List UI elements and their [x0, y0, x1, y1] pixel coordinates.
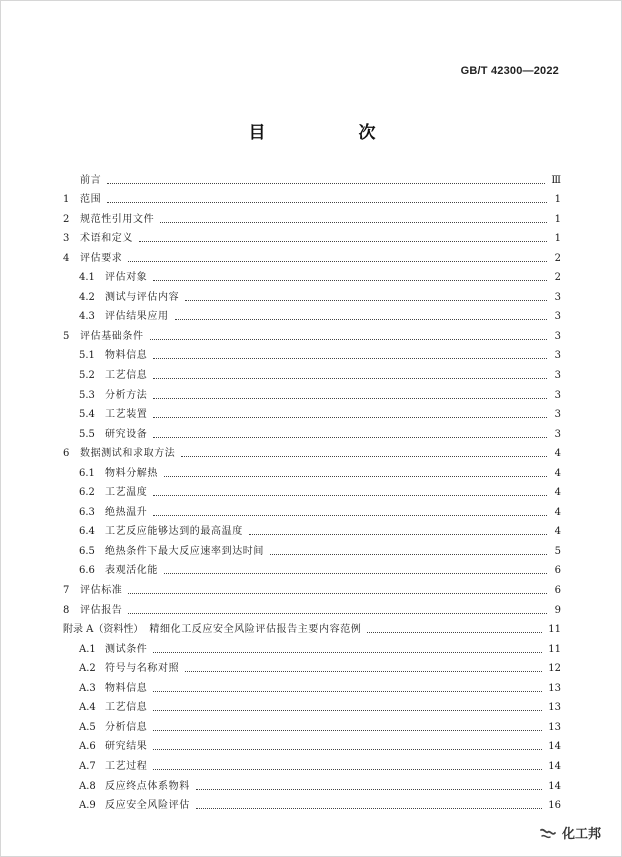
toc-entry-page: 14: [548, 780, 561, 792]
toc-entry-label: 规范性引用文件: [80, 213, 155, 225]
toc-entry-label: 前言: [80, 174, 102, 186]
toc-entry[interactable]: [63, 362, 561, 382]
toc-entry-number: 附录 A（资料性）: [63, 624, 144, 636]
toc-entry-number: 6.6: [79, 565, 95, 577]
toc-entry[interactable]: [63, 695, 561, 715]
toc-entry-number: 6.5: [79, 545, 95, 557]
toc-entry-number: A.7: [79, 760, 96, 772]
toc-entry-page: 3: [554, 409, 561, 421]
toc-entry-page: 3: [554, 311, 561, 323]
dot-leader: [139, 240, 547, 242]
toc-entry-label: 工艺装置: [105, 409, 148, 421]
toc-entry-label: 物料分解热: [105, 467, 158, 479]
toc-entry[interactable]: [63, 382, 561, 402]
toc-entry-page: 16: [548, 800, 561, 812]
toc-entry-label: 评估结果应用: [105, 311, 169, 323]
toc-entry-page: 3: [554, 370, 561, 382]
toc-entry-label: 测试条件: [105, 643, 148, 655]
toc-entry[interactable]: [63, 343, 561, 363]
toc-entry-label: 工艺温度: [105, 487, 148, 499]
toc-entry[interactable]: [63, 773, 561, 793]
dot-leader: [367, 631, 542, 633]
toc-entry-number: 6.1: [79, 467, 95, 479]
dot-leader: [153, 377, 547, 379]
toc-entry-page: 3: [554, 350, 561, 362]
dot-leader: [128, 260, 547, 262]
toc-entry-page: 11: [548, 643, 561, 655]
toc-entry-number: 5.4: [79, 409, 95, 421]
toc-entry-page: 2: [554, 272, 561, 284]
toc-entry-page: 13: [548, 721, 561, 733]
wechat-channel-icon: [538, 824, 558, 842]
dot-leader: [196, 807, 542, 809]
toc-entry-number: 8: [63, 604, 70, 616]
toc-entry[interactable]: [63, 538, 561, 558]
toc-entry-number: 4.2: [79, 291, 95, 303]
toc-entry-number: 2: [63, 213, 70, 225]
toc-entry-page: 14: [548, 741, 561, 753]
toc-entry-label: 反应终点体系物料: [105, 780, 190, 792]
toc-entry-number: A.4: [79, 702, 96, 714]
dot-leader: [107, 201, 547, 203]
dot-leader: [185, 299, 547, 301]
toc-entry-label: 物料信息: [105, 350, 148, 362]
toc-title: 目 次: [248, 123, 414, 143]
dot-leader: [153, 729, 542, 731]
toc-entry[interactable]: [63, 187, 561, 207]
toc-entry[interactable]: [63, 441, 561, 461]
toc-entry-number: A.9: [79, 800, 96, 812]
toc-entry-label: 范围: [80, 194, 102, 206]
toc-entry-label: 反应安全风险评估: [105, 800, 190, 812]
dot-leader: [175, 318, 547, 320]
dot-leader: [160, 221, 547, 223]
dot-leader: [153, 436, 547, 438]
dot-leader: [153, 279, 547, 281]
toc-entry-number: A.2: [79, 663, 96, 675]
watermark: [538, 823, 601, 842]
toc-entry[interactable]: [63, 714, 561, 734]
toc-entry-page: 4: [554, 487, 561, 499]
dot-leader: [153, 690, 542, 692]
toc-entry-page: 3: [554, 330, 561, 342]
toc-entry-number: A.8: [79, 780, 96, 792]
toc-entry-label: 工艺反应能够达到的最高温度: [105, 526, 243, 538]
dot-leader: [164, 572, 547, 574]
toc-entry-number: 5.5: [79, 428, 95, 440]
toc-entry-number: 5.1: [79, 350, 95, 362]
toc-entry-label: 绝热温升: [105, 506, 148, 518]
toc-entry-number: 6.3: [79, 506, 95, 518]
toc-entry-label: 评估要求: [80, 252, 123, 264]
toc-entry[interactable]: [63, 753, 561, 773]
toc-entry[interactable]: [63, 597, 561, 617]
toc-entry-label: 物料信息: [105, 682, 148, 694]
toc-entry-label: 工艺信息: [105, 370, 148, 382]
toc-entry-page: 13: [548, 702, 561, 714]
dot-leader: [164, 475, 547, 477]
toc-entry-number: A.3: [79, 682, 96, 694]
dot-leader: [128, 612, 547, 614]
toc-entry-page: 4: [554, 506, 561, 518]
toc-entry-label: 测试与评估内容: [105, 291, 180, 303]
toc-entry-page: 1: [554, 233, 561, 245]
toc-entry-label: 绝热条件下最大反应速率到达时间: [105, 545, 264, 557]
dot-leader: [153, 514, 547, 516]
toc-entry[interactable]: [63, 480, 561, 500]
toc-entry[interactable]: [63, 636, 561, 656]
toc-entry[interactable]: [63, 206, 561, 226]
dot-leader: [185, 670, 542, 672]
toc-entry-page: 9: [554, 604, 561, 616]
toc-entry[interactable]: [63, 284, 561, 304]
toc-entry-number: 5.2: [79, 370, 95, 382]
dot-leader: [153, 357, 547, 359]
toc-entry[interactable]: [63, 734, 561, 754]
toc-entry[interactable]: [63, 519, 561, 539]
toc-entry-label: 评估对象: [105, 272, 148, 284]
toc-entry-number: 6.2: [79, 487, 95, 499]
toc-entry-number: 6: [63, 448, 70, 460]
dot-leader: [181, 455, 547, 457]
standard-code: GB/T 42300—2022: [460, 65, 559, 77]
toc-entry-number: 7: [63, 585, 70, 597]
toc-entry[interactable]: [63, 577, 561, 597]
toc-entry-number: A.5: [79, 721, 96, 733]
toc-entry[interactable]: [63, 402, 561, 422]
toc-entry[interactable]: [63, 793, 561, 813]
toc-entry[interactable]: [63, 460, 561, 480]
toc-entry-page: 14: [548, 760, 561, 772]
toc-entry-number: 5.3: [79, 389, 95, 401]
dot-leader: [153, 416, 547, 418]
toc-entry-page: 2: [554, 252, 561, 264]
toc-entry-number: 5: [63, 330, 70, 342]
dot-leader: [153, 709, 542, 711]
toc-entry-page: 3: [554, 428, 561, 440]
toc-entry-label: 研究结果: [105, 741, 148, 753]
dot-leader: [107, 182, 545, 184]
toc-entry-label: 工艺信息: [105, 702, 148, 714]
toc-entry[interactable]: [63, 617, 561, 637]
dot-leader: [196, 788, 542, 790]
toc-entry-page: 3: [554, 291, 561, 303]
toc-entry-number: 3: [63, 233, 70, 245]
toc-entry-page: 5: [554, 545, 561, 557]
toc-entry-number: 4.3: [79, 311, 95, 323]
toc-entry-page: 12: [548, 663, 561, 675]
toc-entry-page: Ⅲ: [551, 174, 561, 186]
toc-entry-page: 1: [554, 194, 561, 206]
toc-entry[interactable]: [63, 265, 561, 285]
toc-entry[interactable]: [63, 675, 561, 695]
toc-entry-label: 分析方法: [105, 389, 148, 401]
toc-entry-label: 表观活化能: [105, 565, 158, 577]
toc-entry[interactable]: [63, 421, 561, 441]
toc-entry-number: 4: [63, 252, 70, 264]
toc-entry-number: A.6: [79, 741, 96, 753]
toc-entry-label: 分析信息: [105, 721, 148, 733]
toc-entry[interactable]: [63, 656, 561, 676]
toc-entry-page: 4: [554, 526, 561, 538]
toc-entry-number: 6.4: [79, 526, 95, 538]
toc-entry[interactable]: [63, 558, 561, 578]
toc-entry[interactable]: [63, 304, 561, 324]
toc-entry-number: A.1: [79, 643, 96, 655]
toc-entry-label: 研究设备: [105, 428, 148, 440]
toc-entry-label: 评估基础条件: [80, 330, 144, 342]
toc-entry-label: 符号与名称对照: [105, 663, 180, 675]
toc-entry-page: 1: [554, 213, 561, 225]
dot-leader: [153, 397, 547, 399]
dot-leader: [153, 768, 542, 770]
toc-entry-label: 工艺过程: [105, 760, 148, 772]
dot-leader: [153, 651, 542, 653]
toc-entry-page: 11: [548, 624, 561, 636]
toc-entry[interactable]: [63, 226, 561, 246]
dot-leader: [153, 494, 547, 496]
dot-leader: [153, 748, 542, 750]
toc-entry-label: 术语和定义: [80, 233, 133, 245]
dot-leader: [128, 592, 547, 594]
table-of-contents: [63, 167, 561, 812]
toc-entry[interactable]: [63, 245, 561, 265]
toc-entry[interactable]: [63, 499, 561, 519]
toc-entry-page: 6: [554, 585, 561, 597]
dot-leader: [150, 338, 547, 340]
toc-entry-page: 3: [554, 389, 561, 401]
toc-entry-label: 评估报告: [80, 604, 123, 616]
toc-entry[interactable]: [63, 323, 561, 343]
toc-entry-label: 精细化工反应安全风险评估报告主要内容范例: [149, 624, 362, 636]
toc-entry-page: 6: [554, 565, 561, 577]
toc-entry-number: 1: [63, 194, 70, 206]
toc-entry-page: 4: [554, 467, 561, 479]
watermark-text: 化工邦: [561, 827, 601, 842]
toc-entry-page: 4: [554, 448, 561, 460]
toc-entry-label: 评估标准: [80, 585, 123, 597]
toc-entry-label: 数据测试和求取方法: [80, 448, 176, 460]
toc-entry-number: 4.1: [79, 272, 95, 284]
dot-leader: [270, 553, 547, 555]
dot-leader: [249, 533, 547, 535]
toc-entry-page: 13: [548, 682, 561, 694]
toc-entry[interactable]: [63, 167, 561, 187]
